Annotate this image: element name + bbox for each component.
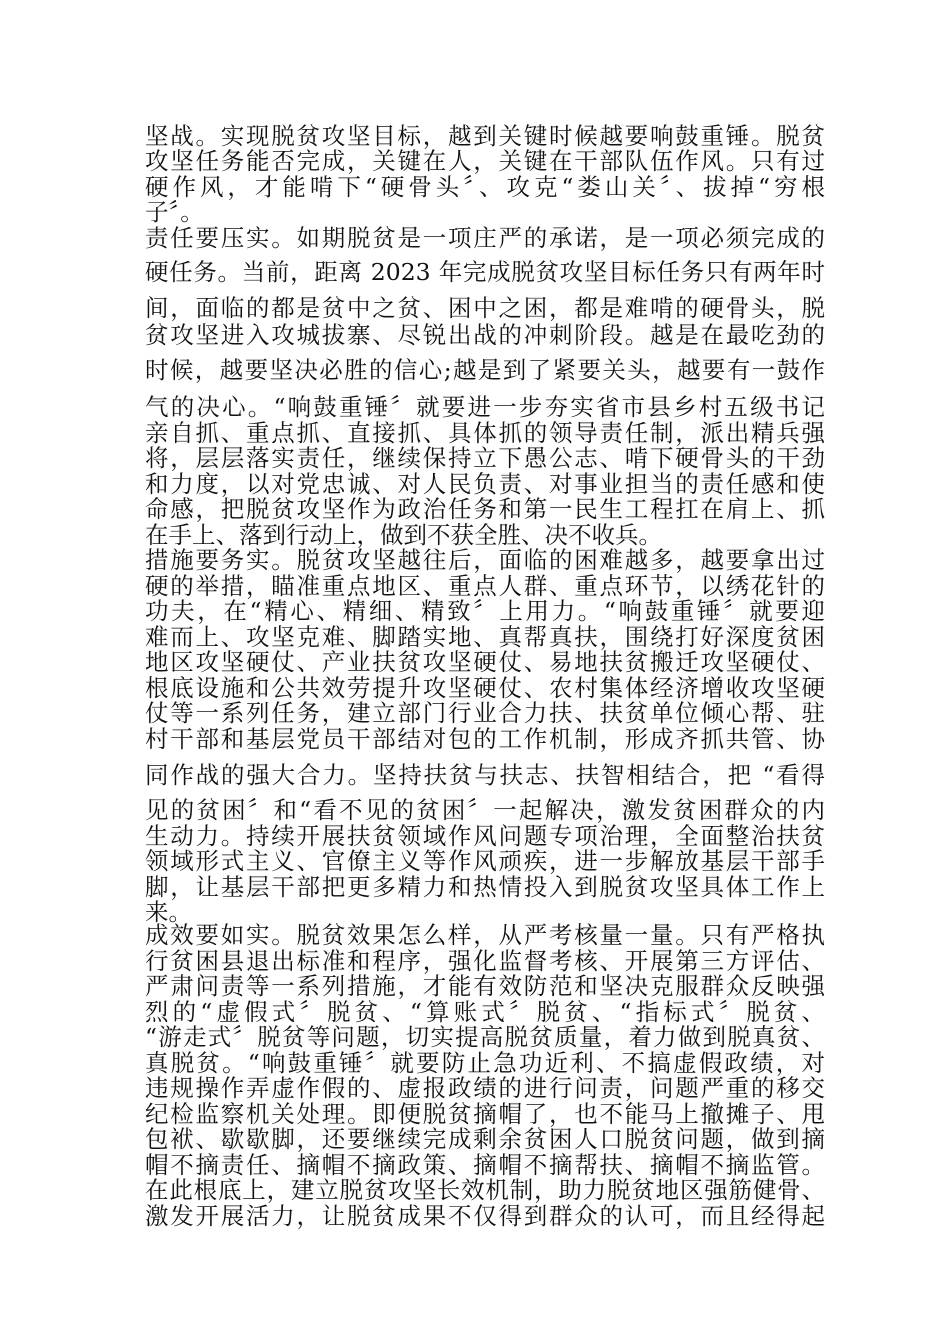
text-line: 难而上、攻坚克难、脚踏实地、真帮真扶，围绕打好深度贫困 bbox=[145, 623, 825, 651]
text-line: 来。 bbox=[145, 898, 192, 926]
text-line: 亲自抓、重点抓、直接抓、具体抓的领导责任制，派出精兵强 bbox=[145, 419, 825, 447]
text-line: 贫攻坚进入攻城拔寨、尽锐出战的冲刺阶段。越是在最吃劲的 bbox=[145, 321, 825, 349]
text-line: 生动力。持续开展扶贫领域作风问题专项治理，全面整治扶贫 bbox=[145, 822, 825, 850]
text-line: 严肃问责等一系列措施，才能有效防范和坚决克服群众反映强 bbox=[145, 972, 825, 1000]
text-line: 仗等一系列任务，建立部门行业合力扶、扶贫单位倾心帮、驻 bbox=[145, 699, 825, 727]
text-line: 在手上、落到行动上，做到不获全胜、决不收兵。 bbox=[145, 521, 662, 549]
text-line: 措施要务实。脱贫攻坚越往后，面临的困难越多，越要拿出过 bbox=[145, 546, 825, 574]
text-line: 时候，越要坚决必胜的信心;越是到了紧要关头，越要有一鼓作 bbox=[145, 356, 825, 384]
text-line: 领域形式主义、官僚主义等作风顽疾，进一步解放基层干部手 bbox=[145, 847, 825, 875]
text-line: 成效要如实。脱贫效果怎么样，从严考核量一量。只有严格执 bbox=[145, 921, 825, 949]
text-line: 子〞。 bbox=[145, 198, 204, 226]
text-line: 气的决心。“响鼓重锤〞就要进一步夯实省市县乡村五级书记 bbox=[145, 393, 825, 421]
text-line: 帽不摘责任、摘帽不摘政策、摘帽不摘帮扶、摘帽不摘监管。 bbox=[145, 1151, 825, 1179]
text-line: 和力度，以对党忠诚、对人民负责、对事业担当的责任感和使 bbox=[145, 470, 825, 498]
text-line: 真脱贫。“响鼓重锤〞就要防止急功近利、不搞虚假政绩，对 bbox=[145, 1049, 825, 1077]
text-line: 在此根底上，建立脱贫攻坚长效机制，助力脱贫地区强筋健骨、 bbox=[145, 1176, 825, 1204]
text-line: 坚战。实现脱贫攻坚目标，越到关键时候越要响鼓重锤。脱贫 bbox=[145, 122, 825, 150]
text-line: 硬任务。当前，距离 2023 年完成脱贫攻坚目标任务只有两年时 bbox=[145, 258, 825, 286]
text-line: 纪检监察机关处理。即便脱贫摘帽了，也不能马上撤摊子、甩 bbox=[145, 1100, 825, 1128]
text-line: 脚，让基层干部把更多精力和热情投入到脱贫攻坚具体工作上 bbox=[145, 873, 825, 901]
text-line: 行贫困县退出标准和程序，强化监督考核、开展第三方评估、 bbox=[145, 947, 825, 975]
text-line: 根底设施和公共效劳提升攻坚硬仗、农村集体经济增收攻坚硬 bbox=[145, 674, 825, 702]
text-line: “游走式〞脱贫等问题，切实提高脱贫质量，着力做到脱真贫、 bbox=[145, 1023, 825, 1051]
text-line: 命感，把脱贫攻坚作为政治任务和第一民生工程扛在肩上、抓 bbox=[145, 495, 825, 523]
text-line: 地区攻坚硬仗、产业扶贫攻坚硬仗、易地扶贫搬迁攻坚硬仗、 bbox=[145, 648, 825, 676]
text-line: 攻坚任务能否完成，关键在人，关键在干部队伍作风。只有过 bbox=[145, 147, 825, 175]
text-line: 激发开展活力，让脱贫成果不仅得到群众的认可，而且经得起 bbox=[145, 1202, 825, 1230]
text-line: 村干部和基层党员干部结对包的工作机制，形成齐抓共管、协 bbox=[145, 725, 825, 753]
text-line: 同作战的强大合力。坚持扶贫与扶志、扶智相结合，把 “看得 bbox=[145, 761, 825, 789]
text-line: 责任要压实。如期脱贫是一项庄严的承诺，是一项必须完成的 bbox=[145, 224, 825, 252]
text-line: 烈的“虚假式〞脱贫、“算账式〞脱贫、“指标式〞脱贫、 bbox=[145, 998, 825, 1026]
text-line: 违规操作弄虚作假的、虚报政绩的进行问责，问题严重的移交 bbox=[145, 1074, 825, 1102]
text-line: 功夫，在“精心、精细、精致〞上用力。“响鼓重锤〞就要迎 bbox=[145, 597, 825, 625]
text-line: 硬作风，才能啃下“硬骨头〞、攻克“娄山关〞、拔掉“穷根 bbox=[145, 173, 825, 201]
text-line: 包袱、歇歇脚，还要继续完成剩余贫困人口脱贫问题，做到摘 bbox=[145, 1125, 825, 1153]
text-line: 见的贫困〞和“看不见的贫困〞一起解决，激发贫困群众的内 bbox=[145, 796, 825, 824]
text-line: 间，面临的都是贫中之贫、困中之困，都是难啃的硬骨头，脱 bbox=[145, 294, 825, 322]
text-line: 硬的举措，瞄准重点地区、重点人群、重点环节，以绣花针的 bbox=[145, 572, 825, 600]
text-line: 将，层层落实责任，继续保持立下愚公志、啃下硬骨头的干劲 bbox=[145, 444, 825, 472]
